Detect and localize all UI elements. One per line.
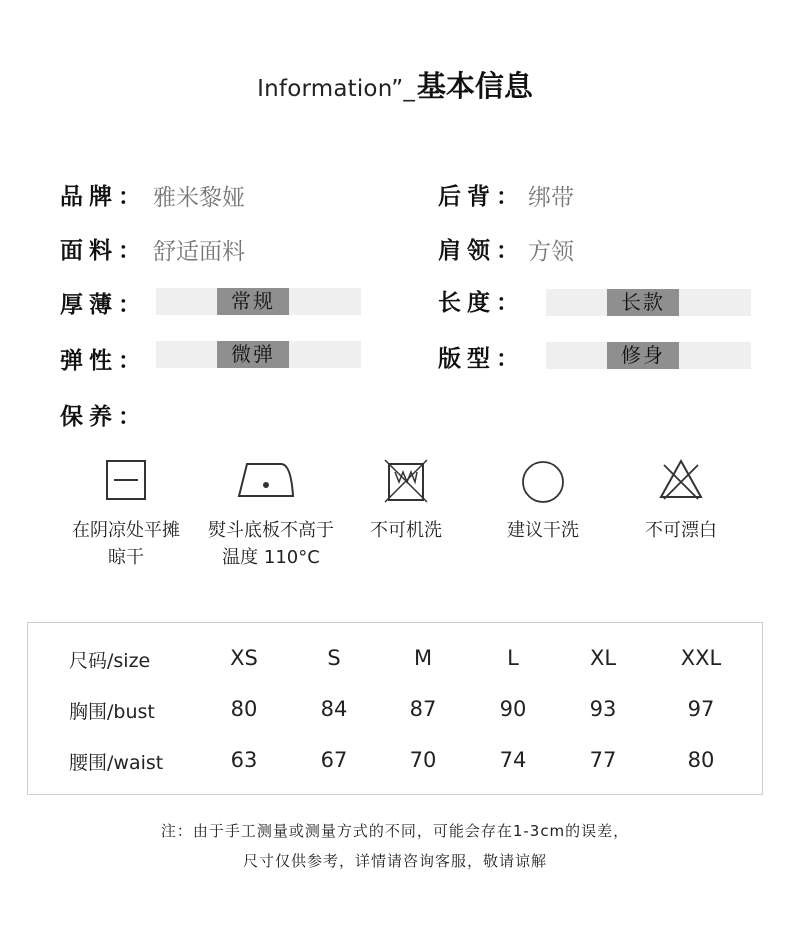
care-text-line1: 不可机洗 bbox=[370, 520, 442, 541]
collar-value: 方领 bbox=[528, 239, 574, 265]
back-label: 后背： bbox=[438, 184, 525, 210]
title-english: Information” bbox=[257, 76, 404, 102]
no-bleach-icon bbox=[658, 457, 704, 503]
collar-label: 肩领： bbox=[438, 238, 525, 264]
no-machine-wash-icon bbox=[383, 458, 429, 504]
care-text-line1: 建议干洗 bbox=[507, 520, 579, 541]
bust-cell: 93 bbox=[589, 697, 617, 721]
size-cell: L bbox=[507, 646, 519, 670]
fit-label: 版型： bbox=[438, 346, 525, 372]
care-item-no-machine-wash bbox=[346, 517, 466, 544]
care-text-line1: 在阴凉处平摊 bbox=[72, 520, 180, 541]
care-label: 保养： bbox=[60, 404, 147, 430]
care-item-flat-dry bbox=[56, 517, 196, 571]
waist-cell: 80 bbox=[687, 748, 715, 772]
bust-cell: 84 bbox=[320, 697, 348, 721]
size-cell: XS bbox=[230, 646, 258, 670]
size-cell: XL bbox=[589, 646, 617, 670]
care-text-line1: 不可漂白 bbox=[645, 520, 717, 541]
care-text-line1: 熨斗底板不高于 bbox=[208, 520, 334, 541]
size-row-label: 尺码/size bbox=[69, 650, 151, 672]
bust-row-label: 胸围/bust bbox=[69, 701, 155, 723]
thickness-chip: 常规 bbox=[217, 288, 289, 315]
note-line-2: 尺寸仅供参考，详情请咨询客服，敬请谅解 bbox=[242, 852, 547, 870]
care-item-no-bleach bbox=[621, 517, 741, 544]
back-value: 绑带 bbox=[528, 185, 574, 211]
note-line-1: 注：由于手工测量或测量方式的不同，可能会存在1-3cm的误差， bbox=[160, 822, 630, 840]
thickness-label: 厚薄： bbox=[60, 292, 147, 318]
waist-cell: 67 bbox=[320, 748, 348, 772]
bust-cell: 80 bbox=[230, 697, 258, 721]
bust-cell: 97 bbox=[687, 697, 715, 721]
title-chinese: 基本信息 bbox=[416, 69, 533, 103]
title-separator: _ bbox=[403, 76, 415, 102]
size-cell: M bbox=[413, 646, 433, 670]
dry-clean-icon bbox=[520, 459, 566, 505]
fabric-label: 面料： bbox=[60, 238, 147, 264]
waist-cell: 63 bbox=[230, 748, 258, 772]
waist-cell: 74 bbox=[499, 748, 527, 772]
page-title bbox=[0, 64, 790, 105]
care-item-iron bbox=[196, 517, 346, 571]
flat-dry-icon bbox=[103, 457, 149, 503]
length-chip: 长款 bbox=[607, 289, 679, 316]
waist-cell: 70 bbox=[409, 748, 437, 772]
iron-icon bbox=[236, 458, 296, 500]
fabric-value: 舒适面料 bbox=[153, 239, 245, 265]
bust-cell: 90 bbox=[499, 697, 527, 721]
waist-cell: 77 bbox=[589, 748, 617, 772]
elasticity-label: 弹性： bbox=[60, 348, 147, 374]
bust-cell: 87 bbox=[409, 697, 437, 721]
brand-value: 雅米黎娅 bbox=[153, 185, 245, 211]
size-cell: S bbox=[327, 646, 341, 670]
care-text-line2: 晾干 bbox=[108, 547, 144, 568]
elasticity-chip: 微弹 bbox=[217, 341, 289, 368]
care-item-dry-clean bbox=[483, 517, 603, 544]
size-cell: XXL bbox=[680, 646, 722, 670]
care-text-line2: 温度 110°C bbox=[222, 547, 320, 568]
length-label: 长度： bbox=[438, 290, 525, 316]
brand-label: 品牌： bbox=[60, 184, 147, 210]
fit-chip: 修身 bbox=[607, 342, 679, 369]
waist-row-label: 腰围/waist bbox=[69, 752, 164, 774]
